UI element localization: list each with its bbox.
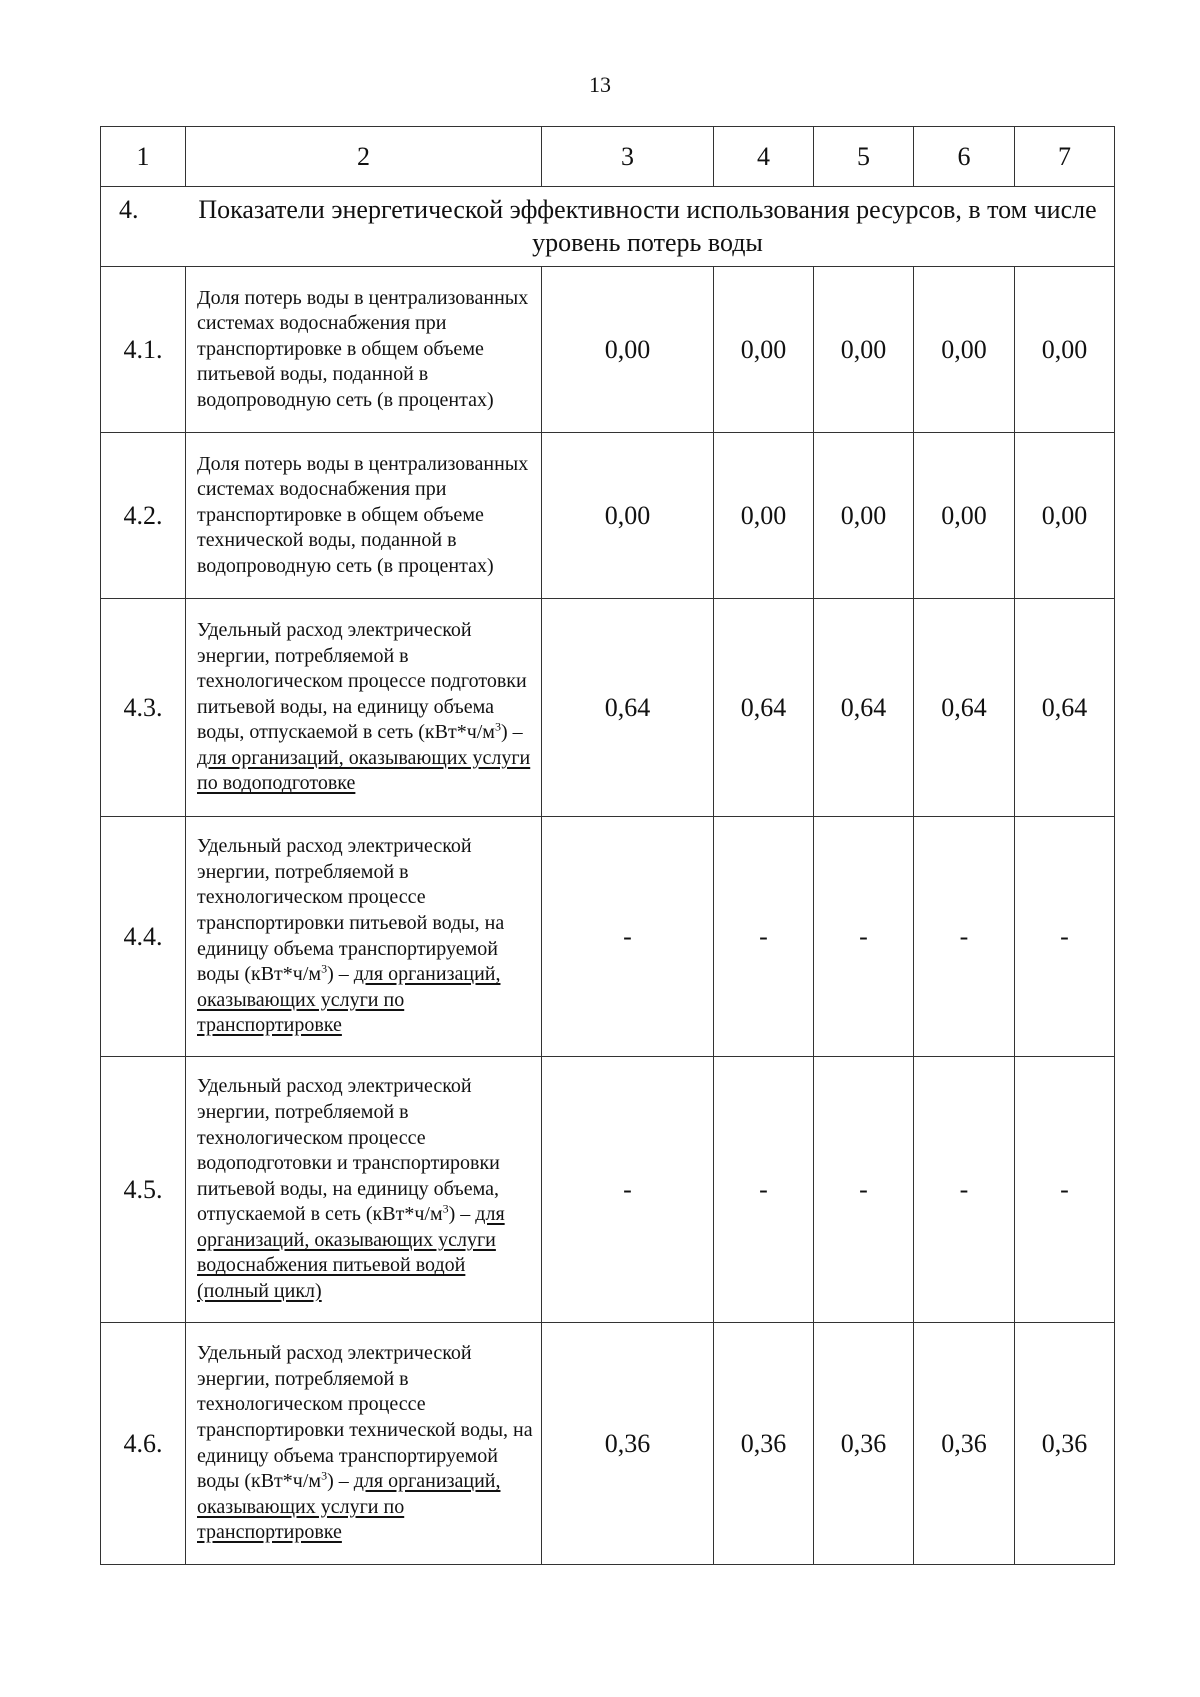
column-header: 3 [542,127,714,187]
table-row [101,267,1115,433]
value-cell: 0,00 [714,267,814,433]
value-cell: - [814,1057,914,1323]
value-cell: 0,00 [914,433,1015,599]
column-number-row [101,127,1115,187]
column-header: 4 [714,127,814,187]
row-number: 4.6. [101,1323,186,1565]
column-header: 6 [914,127,1015,187]
value-cell: - [914,817,1015,1057]
value-cell: 0,00 [914,267,1015,433]
section-number: 4. [119,194,139,224]
value-cell: 0,64 [542,599,714,817]
row-number: 4.5. [101,1057,186,1323]
value-cell: - [714,1057,814,1323]
value-cell: - [914,1057,1015,1323]
row-description: Удельный расход электрической энергии, потребляемой в технологическом процессе транспортировки питьевой воды, на единицу объема транспортируемой воды $(кВт*ч/м^3)$ – для организаций, оказывающих услуги по транспортировке [186,817,542,1057]
value-cell: 0,36 [1015,1323,1115,1565]
column-header: 7 [1015,127,1115,187]
value-cell: 0,36 [714,1323,814,1565]
page-number: 13 [589,72,611,97]
row-description: Удельный расход электрической энергии, потребляемой в технологическом процессе подготовки питьевой воды, на единицу объема воды, отпускаемой в сеть $(кВт*ч/м^3)$ – для организаций, оказывающих услуги по водоподготовке [186,599,542,817]
row-description: Доля потерь воды в централизованных системах водоснабжения при транспортировке в общем объеме технической воды, поданной в водопроводную сеть (в процентах) [186,433,542,599]
value-cell: 0,36 [914,1323,1015,1565]
value-cell: 0,36 [814,1323,914,1565]
value-cell: 0,64 [1015,599,1115,817]
value-cell: - [1015,817,1115,1057]
row-number: 4.4. [101,817,186,1057]
row-description: Удельный расход электрической энергии, потребляемой в технологическом процессе транспортировки технической воды, на единицу объема транспортируемой воды $(кВт*ч/м^3)$ – для организаций, оказывающих услуги по транспортировке [186,1323,542,1565]
row-description: Удельный расход электрической энергии, потребляемой в технологическом процессе водоподготовки и транспортировки питьевой воды, на единицу объема, отпускаемой в сеть $(кВт*ч/м^3)$ – для организаций, оказывающих услуги водоснабжения питьевой водой (полный цикл) [186,1057,542,1323]
table-row [101,433,1115,599]
value-cell: - [714,817,814,1057]
row-number: 4.1. [101,267,186,433]
value-cell: 0,00 [1015,267,1115,433]
value-cell: 0,64 [814,599,914,817]
value-cell: 0,00 [1015,433,1115,599]
section-row [101,187,1115,267]
table-row [101,1057,1115,1323]
value-cell: 0,00 [814,433,914,599]
row-number: 4.2. [101,433,186,599]
column-header: 5 [814,127,914,187]
value-cell: - [1015,1057,1115,1323]
table-row [101,1323,1115,1565]
section-title: Показатели энергетической эффективности использования ресурсов, в том числе уровень потерь воды [198,194,1097,257]
indicators-table [100,126,1115,1565]
table-row [101,599,1115,817]
column-header: 1 [101,127,186,187]
row-description: Доля потерь воды в централизованных системах водоснабжения при транспортировке в общем объеме питьевой воды, поданной в водопроводную сеть (в процентах) [186,267,542,433]
value-cell: 0,64 [714,599,814,817]
value-cell: 0,64 [914,599,1015,817]
value-cell: - [814,817,914,1057]
table-row [101,817,1115,1057]
value-cell: 0,00 [542,433,714,599]
column-header: 2 [186,127,542,187]
value-cell: 0,00 [814,267,914,433]
value-cell: - [542,1057,714,1323]
value-cell: 0,36 [542,1323,714,1565]
value-cell: - [542,817,714,1057]
value-cell: 0,00 [714,433,814,599]
value-cell: 0,00 [542,267,714,433]
row-number: 4.3. [101,599,186,817]
